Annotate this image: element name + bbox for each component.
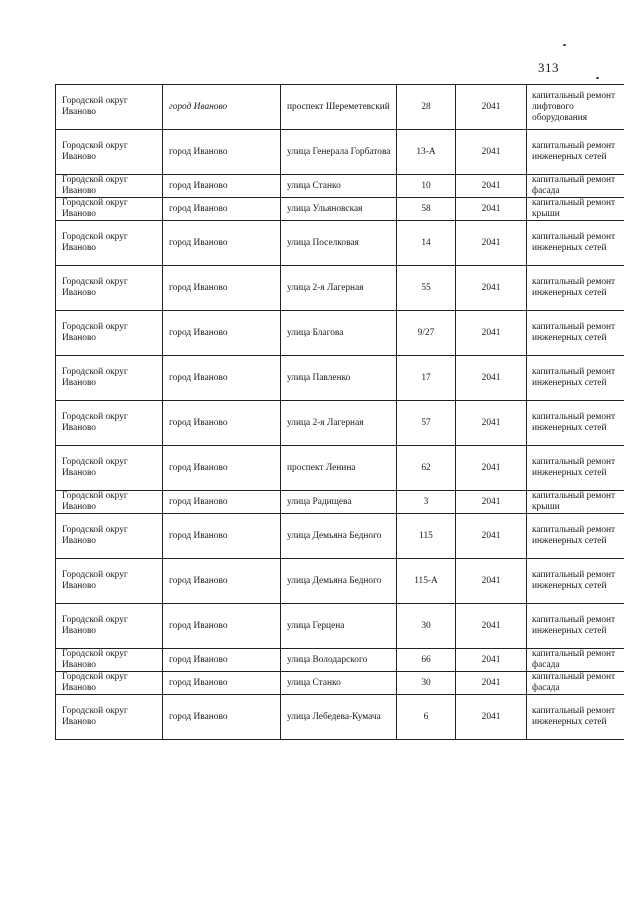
cell-district: Городской округ Иваново: [56, 221, 163, 266]
table-row: [56, 401, 625, 446]
cell-house: 62: [397, 446, 456, 491]
cell-street: улица Герцена: [281, 604, 397, 649]
cell-city: город Иваново: [163, 175, 281, 198]
cell-district: Городской округ Иваново: [56, 130, 163, 175]
cell-year: 2041: [456, 514, 527, 559]
cell-district: Городской округ Иваново: [56, 604, 163, 649]
cell-house: 9/27: [397, 311, 456, 356]
table-row: [56, 198, 625, 221]
table-row: [56, 491, 625, 514]
cell-house: 13-А: [397, 130, 456, 175]
cell-city: город Иваново: [163, 130, 281, 175]
table-row: [56, 649, 625, 672]
table-row: [56, 695, 625, 740]
cell-work-type: капитальный ремонт инженерных сетей: [527, 221, 625, 266]
scan-speck: [563, 44, 566, 46]
cell-year: 2041: [456, 604, 527, 649]
cell-year: 2041: [456, 672, 527, 695]
cell-year: 2041: [456, 266, 527, 311]
cell-street: проспект Шереметевский: [281, 85, 397, 130]
cell-street: улица Станко: [281, 175, 397, 198]
cell-city: город Иваново: [163, 311, 281, 356]
cell-work-type: капитальный ремонт инженерных сетей: [527, 266, 625, 311]
cell-work-type: капитальный ремонт фасада: [527, 672, 625, 695]
cell-work-type: капитальный ремонт лифтового оборудования: [527, 85, 625, 130]
cell-year: 2041: [456, 175, 527, 198]
table-row: [56, 311, 625, 356]
cell-street: улица Павленко: [281, 356, 397, 401]
cell-city: город Иваново: [163, 198, 281, 221]
cell-city: город Иваново: [163, 446, 281, 491]
cell-city: город Иваново: [163, 672, 281, 695]
cell-district: Городской округ Иваново: [56, 198, 163, 221]
cell-city: город Иваново: [163, 559, 281, 604]
page-number: 313: [538, 60, 559, 75]
cell-work-type: капитальный ремонт крыши: [527, 491, 625, 514]
table-row: [56, 221, 625, 266]
cell-street: улица 2-я Лагерная: [281, 266, 397, 311]
cell-house: 10: [397, 175, 456, 198]
cell-house: 28: [397, 85, 456, 130]
cell-house: 57: [397, 401, 456, 446]
cell-work-type: капитальный ремонт инженерных сетей: [527, 401, 625, 446]
table-row: [56, 356, 625, 401]
cell-year: 2041: [456, 221, 527, 266]
capital-repair-table: [55, 84, 624, 740]
table-row: [56, 604, 625, 649]
cell-year: 2041: [456, 311, 527, 356]
cell-year: 2041: [456, 559, 527, 604]
cell-district: Городской округ Иваново: [56, 311, 163, 356]
cell-house: 14: [397, 221, 456, 266]
cell-street: улица 2-я Лагерная: [281, 401, 397, 446]
cell-city: город Иваново: [163, 221, 281, 266]
cell-street: улица Генерала Горбатова: [281, 130, 397, 175]
cell-district: Городской округ Иваново: [56, 649, 163, 672]
table-row: [56, 514, 625, 559]
cell-street: улица Поселковая: [281, 221, 397, 266]
cell-work-type: капитальный ремонт крыши: [527, 198, 625, 221]
cell-district: Городской округ Иваново: [56, 672, 163, 695]
cell-house: 30: [397, 604, 456, 649]
cell-work-type: капитальный ремонт инженерных сетей: [527, 514, 625, 559]
cell-street: улица Демьяна Бедного: [281, 559, 397, 604]
cell-district: Городской округ Иваново: [56, 266, 163, 311]
cell-work-type: капитальный ремонт инженерных сетей: [527, 695, 625, 740]
cell-house: 30: [397, 672, 456, 695]
cell-work-type: капитальный ремонт инженерных сетей: [527, 311, 625, 356]
cell-work-type: капитальный ремонт инженерных сетей: [527, 446, 625, 491]
cell-year: 2041: [456, 401, 527, 446]
cell-year: 2041: [456, 649, 527, 672]
cell-city: город Иваново: [163, 85, 281, 130]
cell-house: 58: [397, 198, 456, 221]
cell-city: город Иваново: [163, 356, 281, 401]
cell-street: улица Лебедева-Кумача: [281, 695, 397, 740]
cell-city: город Иваново: [163, 649, 281, 672]
cell-city: город Иваново: [163, 514, 281, 559]
table-row: [56, 175, 625, 198]
cell-city: город Иваново: [163, 401, 281, 446]
table-row: [56, 130, 625, 175]
cell-district: Городской округ Иваново: [56, 559, 163, 604]
cell-city: город Иваново: [163, 266, 281, 311]
table-row: [56, 672, 625, 695]
cell-year: 2041: [456, 695, 527, 740]
cell-city: город Иваново: [163, 695, 281, 740]
cell-street: проспект Ленина: [281, 446, 397, 491]
cell-district: Городской округ Иваново: [56, 491, 163, 514]
cell-district: Городской округ Иваново: [56, 401, 163, 446]
cell-work-type: капитальный ремонт инженерных сетей: [527, 356, 625, 401]
cell-house: 3: [397, 491, 456, 514]
cell-street: улица Радищева: [281, 491, 397, 514]
cell-district: Городской округ Иваново: [56, 514, 163, 559]
cell-street: улица Володарского: [281, 649, 397, 672]
cell-year: 2041: [456, 198, 527, 221]
cell-street: улица Станко: [281, 672, 397, 695]
cell-city: город Иваново: [163, 491, 281, 514]
cell-house: 6: [397, 695, 456, 740]
cell-street: улица Ульяновская: [281, 198, 397, 221]
cell-house: 66: [397, 649, 456, 672]
cell-work-type: капитальный ремонт фасада: [527, 649, 625, 672]
cell-city: город Иваново: [163, 604, 281, 649]
cell-street: улица Благова: [281, 311, 397, 356]
cell-work-type: капитальный ремонт фасада: [527, 175, 625, 198]
cell-year: 2041: [456, 130, 527, 175]
cell-year: 2041: [456, 446, 527, 491]
cell-district: Городской округ Иваново: [56, 446, 163, 491]
cell-district: Городской округ Иваново: [56, 175, 163, 198]
table-row: [56, 266, 625, 311]
table-row: [56, 85, 625, 130]
cell-district: Городской округ Иваново: [56, 356, 163, 401]
cell-house: 55: [397, 266, 456, 311]
table-row: [56, 559, 625, 604]
cell-house: 115-А: [397, 559, 456, 604]
scan-speck: [596, 77, 599, 79]
cell-district: Городской округ Иваново: [56, 695, 163, 740]
cell-street: улица Демьяна Бедного: [281, 514, 397, 559]
cell-district: Городской округ Иваново: [56, 85, 163, 130]
cell-work-type: капитальный ремонт инженерных сетей: [527, 130, 625, 175]
table-row: [56, 446, 625, 491]
cell-year: 2041: [456, 85, 527, 130]
cell-work-type: капитальный ремонт инженерных сетей: [527, 604, 625, 649]
cell-year: 2041: [456, 491, 527, 514]
cell-house: 17: [397, 356, 456, 401]
cell-work-type: капитальный ремонт инженерных сетей: [527, 559, 625, 604]
cell-house: 115: [397, 514, 456, 559]
cell-year: 2041: [456, 356, 527, 401]
